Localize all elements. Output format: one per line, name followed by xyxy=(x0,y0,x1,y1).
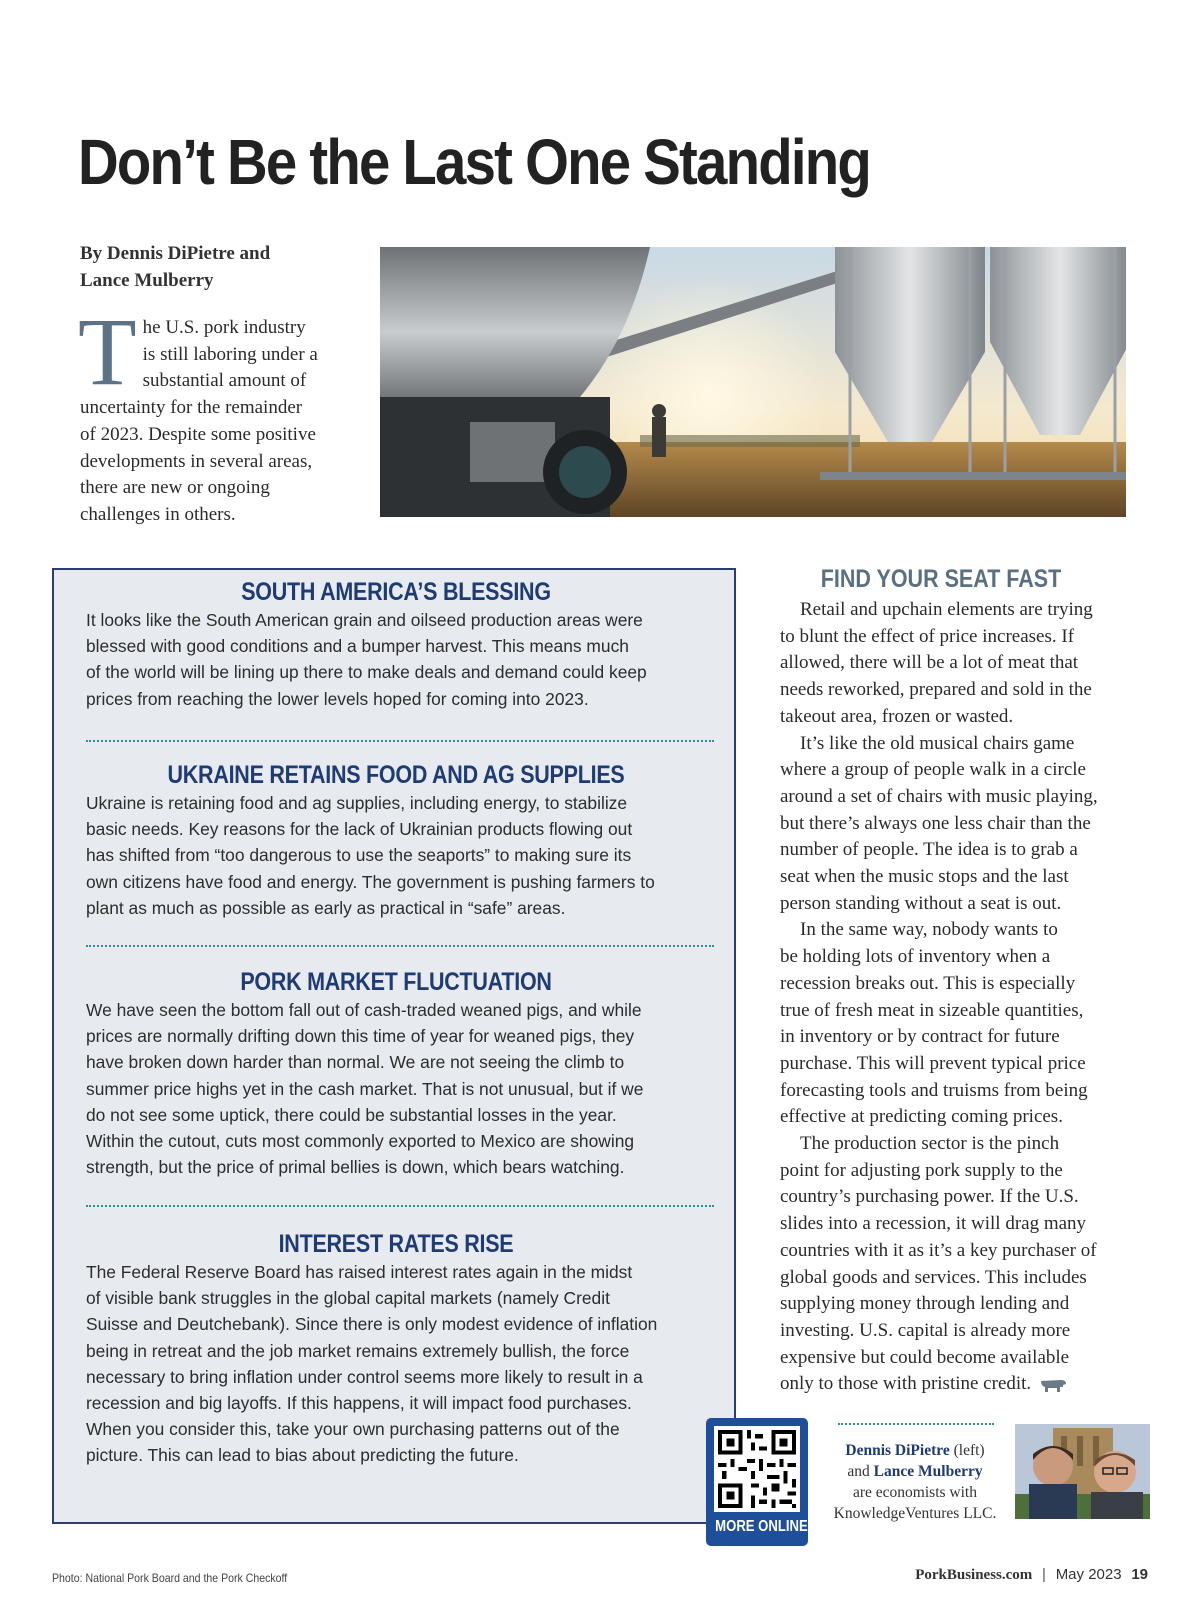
find-seat-line: person standing without a seat is out. xyxy=(780,892,1062,914)
body-line: It looks like the South American grain and oilseed production areas were xyxy=(86,610,643,630)
section-title: SOUTH AMERICA’S BLESSING xyxy=(241,578,551,606)
body-line: necessary to bring inflation under control seems more likely to result in a xyxy=(86,1366,643,1387)
more-online-qr[interactable] xyxy=(706,1418,808,1546)
find-seat-line: only to those with pristine credit. xyxy=(780,1371,1140,1398)
find-seat-line: true of fresh meat in sizeable quantities, xyxy=(780,999,1084,1021)
section-body xyxy=(86,607,706,712)
page-footer xyxy=(915,1566,1148,1584)
headline: Don’t Be the Last One Standing xyxy=(78,126,871,198)
find-seat-line: expensive but could become available xyxy=(780,1346,1070,1368)
body-line: basic needs. Key reasons for the lack of Ukrainian products flowing out xyxy=(86,819,633,840)
body-line: Suisse and Deutchebank). Since there is only modest evidence of inflation xyxy=(86,1314,658,1335)
body-line: do not see some uptick, there could be substantial losses in the year. xyxy=(86,1104,617,1125)
body-line: of the world will be lining up there to make deals and demand could keep xyxy=(86,662,647,683)
byline-line-1: By Dennis DiPietre and xyxy=(80,243,271,264)
sidebar-section-south-america xyxy=(86,578,706,712)
find-seat-line: In the same way, nobody wants to xyxy=(800,919,1058,941)
find-seat-line: forecasting tools and truisms from being xyxy=(780,1079,1088,1101)
authors-portrait-illustration xyxy=(1015,1424,1150,1519)
qr-code-graphic xyxy=(714,1426,800,1512)
find-seat-line: investing. U.S. capital is already more xyxy=(780,1319,1071,1341)
find-seat-line: global goods and services. This includes xyxy=(780,1266,1087,1288)
body-line: Within the cutout, cuts most commonly exported to Mexico are showing xyxy=(86,1131,635,1152)
intro-line: there are new or ongoing xyxy=(80,477,270,499)
body-line: The Federal Reserve Board has raised interest rates again in the midst xyxy=(86,1262,633,1282)
find-seat-line: effective at predicting coming prices. xyxy=(780,1106,1063,1128)
find-seat-line: countries with it as it’s a key purchaser of xyxy=(780,1239,1097,1261)
find-seat-line: to blunt the effect of price increases. If xyxy=(780,625,1075,647)
body-line: blessed with good conditions and a bumper harvest. This means much xyxy=(86,636,629,657)
body-line: recession and big layoffs. If this happens, it will impact food purchases. xyxy=(86,1393,632,1414)
byline-line-2: Lance Mulberry xyxy=(80,270,214,291)
body-line: own citizens have food and energy. The government is pushing farmers to xyxy=(86,871,655,892)
find-seat-heading: FIND YOUR SEAT FAST xyxy=(820,565,1062,593)
bio-left-note: (left) xyxy=(953,1442,985,1459)
section-divider xyxy=(86,1205,714,1207)
section-divider xyxy=(86,945,714,947)
section-title: INTEREST RATES RISE xyxy=(278,1230,514,1258)
body-line: of visible bank struggles in the global capital markets (namely Credit xyxy=(86,1288,610,1309)
body-line: being in retreat and the job market remains extremely bullish, the force xyxy=(86,1340,630,1361)
find-seat-line: Retail and upchain elements are trying xyxy=(800,599,1093,620)
find-seat-line: needs reworked, prepared and sold in the xyxy=(780,679,1092,701)
grain-bins-truck-illustration xyxy=(380,247,1126,517)
section-divider xyxy=(86,740,714,742)
hero-photo xyxy=(380,247,1126,517)
find-seat-line: in inventory or by contract for future xyxy=(780,1026,1060,1048)
pig-end-mark-icon xyxy=(1039,1377,1067,1393)
footer-site[interactable]: PorkBusiness.com xyxy=(915,1567,1033,1583)
sidebar-box xyxy=(52,568,736,1524)
footer-separator: | xyxy=(1042,1566,1046,1583)
find-seat-line: supplying money through lending and xyxy=(780,1293,1070,1315)
intro-line: uncertainty for the remainder xyxy=(80,397,303,419)
intro-line: of 2023. Despite some positive xyxy=(80,423,316,445)
body-line: picture. This can lead to bias about predicting the future. xyxy=(86,1445,519,1466)
intro-line: is still laboring under a xyxy=(142,343,318,365)
find-seat-body xyxy=(780,597,1140,1398)
find-seat-line: The production sector is the pinch xyxy=(800,1133,1060,1155)
body-line: have broken down harder than normal. We are not seeing the climb to xyxy=(86,1052,625,1073)
more-online-label[interactable]: MORE ONLINE xyxy=(715,1518,808,1535)
body-line: Ukraine is retaining food and ag supplies, including energy, to stabilize xyxy=(86,793,628,813)
section-body xyxy=(86,1259,706,1469)
bio-line-3: are economists with xyxy=(853,1484,977,1501)
section-title: PORK MARKET FLUCTUATION xyxy=(240,968,552,996)
bio-and: and xyxy=(847,1463,870,1480)
author-bio xyxy=(808,1440,1022,1524)
find-seat-line: where a group of people walk in a circle xyxy=(780,759,1086,781)
section-title: UKRAINE RETAINS FOOD AND AG SUPPLIES xyxy=(167,761,625,789)
body-line: summer price highs yet in the cash market. That is not unusual, but if we xyxy=(86,1078,644,1099)
body-line: We have seen the bottom fall out of cash-traded weaned pigs, and while xyxy=(86,1000,642,1020)
bio-name-1: Dennis DiPietre xyxy=(845,1442,950,1459)
intro-line: he U.S. pork industry xyxy=(142,317,306,338)
footer-date: May 2023 xyxy=(1055,1566,1122,1583)
intro-paragraph xyxy=(78,298,350,529)
find-seat-line: number of people. The idea is to grab a xyxy=(780,839,1078,861)
intro-line: challenges in others. xyxy=(80,503,236,525)
body-line: has shifted from “too dangerous to use the seaports” to making sure its xyxy=(86,845,632,866)
section-body xyxy=(86,997,706,1180)
bio-line-4: KnowledgeVentures LLC. xyxy=(833,1505,997,1522)
body-line: prices from reaching the lower levels hoped for coming into 2023. xyxy=(86,688,589,709)
bio-name-2: Lance Mulberry xyxy=(873,1463,983,1480)
body-line: prices are normally drifting down this time of year for weaned pigs, they xyxy=(86,1026,635,1047)
sidebar-section-pork-market xyxy=(86,968,706,1180)
sidebar-section-interest-rates xyxy=(86,1230,706,1469)
body-line: plant as much as possible as early as practical in “safe” areas. xyxy=(86,897,566,918)
byline xyxy=(80,240,340,294)
intro-line: substantial amount of xyxy=(142,370,307,392)
find-seat-line: takeout area, frozen or wasted. xyxy=(780,705,1014,727)
intro-line: developments in several areas, xyxy=(80,450,313,472)
sidebar-section-ukraine xyxy=(86,761,706,921)
find-seat-line: allowed, there will be a lot of meat that xyxy=(780,652,1079,674)
find-seat-line: but there’s always one less chair than the xyxy=(780,812,1091,834)
body-line: When you consider this, take your own purchasing patterns out of the xyxy=(86,1419,620,1440)
find-seat-line: around a set of chairs with music playing, xyxy=(780,785,1098,807)
find-seat-line: It’s like the old musical chairs game xyxy=(800,732,1075,754)
find-seat-line: slides into a recession, it will drag many xyxy=(780,1213,1087,1235)
bio-divider xyxy=(838,1423,994,1425)
find-seat-line: country’s purchasing power. If the U.S. xyxy=(780,1186,1079,1208)
find-seat-line: recession breaks out. This is especially xyxy=(780,972,1076,994)
find-seat-line: purchase. This will prevent typical price xyxy=(780,1052,1086,1074)
find-seat-line: seat when the music stops and the last xyxy=(780,866,1069,888)
body-line: strength, but the price of primal bellies is down, which bears watching. xyxy=(86,1157,625,1178)
find-seat-line: be holding lots of inventory when a xyxy=(780,946,1051,968)
photo-credit: Photo: National Pork Board and the Pork Checkoff xyxy=(52,1571,288,1585)
section-body xyxy=(86,790,706,921)
author-photo xyxy=(1015,1424,1150,1519)
page-number: 19 xyxy=(1131,1566,1148,1583)
qr-code-icon[interactable] xyxy=(714,1426,800,1512)
find-seat-line: point for adjusting pork supply to the xyxy=(780,1159,1063,1181)
drop-cap: T xyxy=(78,298,137,405)
